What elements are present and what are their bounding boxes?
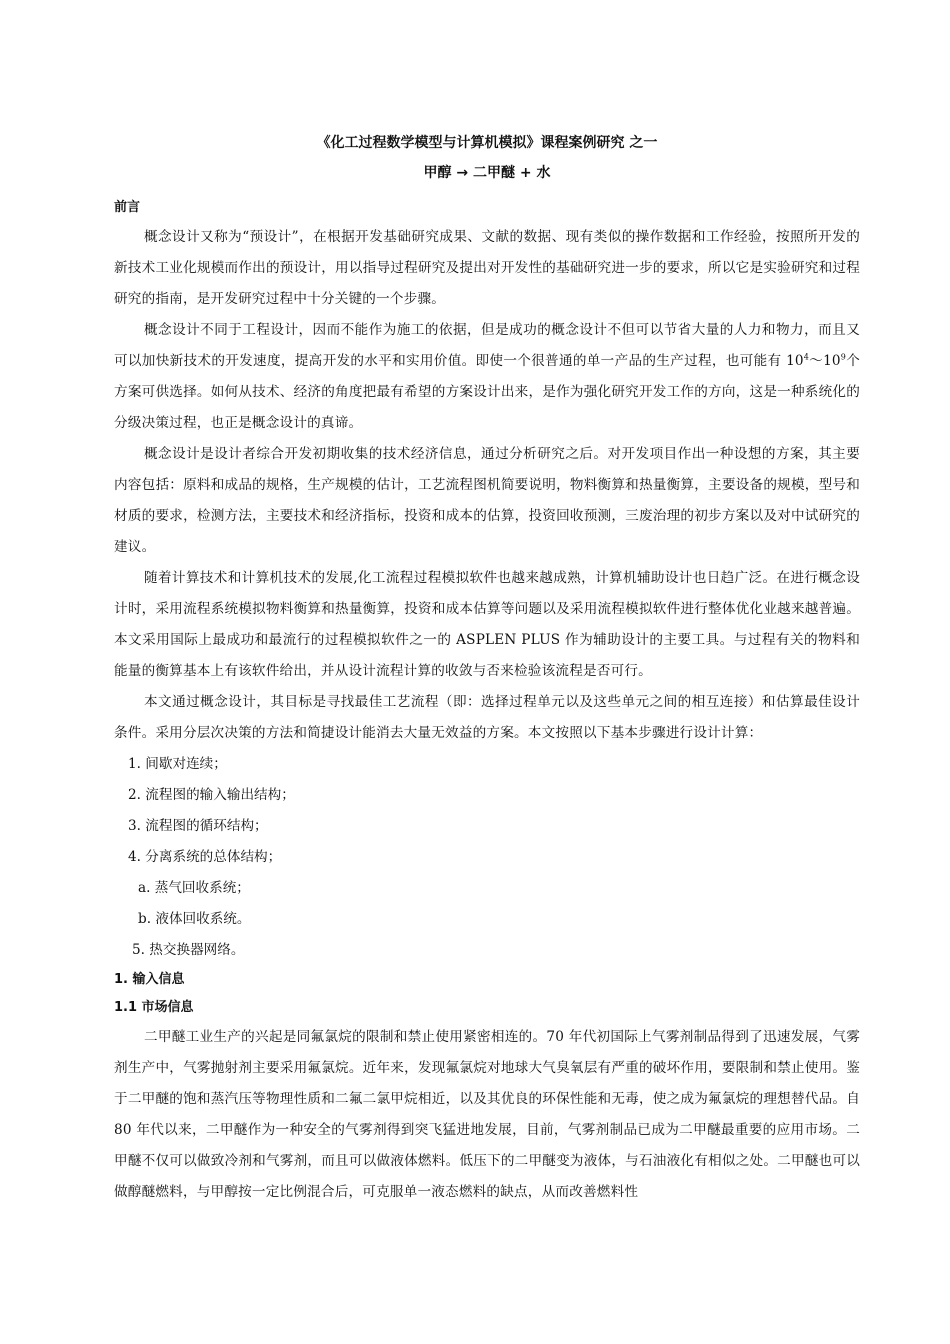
list-item: 5. 热交换器网络。	[132, 942, 245, 958]
reaction-subtitle: 甲醇 → 二甲醚 + 水	[423, 165, 551, 181]
paragraph-2-part-b: ～10	[809, 353, 841, 369]
superscript-exponent-4: 4	[803, 352, 810, 362]
list-item: a. 蒸气回收系统；	[138, 880, 250, 896]
list-item: 4. 分离系统的总体结构；	[128, 849, 282, 865]
list-item: b. 液体回收系统。	[138, 911, 251, 927]
paragraph-2	[114, 315, 860, 439]
section-1-1-heading: 1.1 市场信息	[114, 1000, 194, 1015]
paragraph-2-part-c: 个方案可供选择。如何从技术、经济的角度把最有希望的方案设计出来，是作为强化研究开发工作的方向，这是一种系统化的分级决策过程，也正是概念设计的真谛。	[114, 353, 860, 431]
list-item: 2. 流程图的输入输出结构；	[128, 787, 295, 803]
section-1-heading: 1. 输入信息	[114, 972, 185, 987]
paragraph-5: 本文通过概念设计，其目标是寻找最佳工艺流程（即：选择过程单元以及这些单元之间的相互连接）和估算最佳设计条件。采用分层次决策的方法和简捷设计能消去大量无效益的方案。本文按照以下基本步骤进行设计计算：	[114, 694, 860, 741]
paragraph-6: 二甲醚工业生产的兴起是同氟氯烷的限制和禁止使用紧密相连的。70 年代初国际上气雾剂制品得到了迅速发展，气雾剂生产中，气雾抛射剂主要采用氟氯烷。近年来，发现氟氯烷对地球大气臭氧层有严重的破坏作用，要限制和禁止使用。鉴于二甲醚的饱和蒸汽压等物理性质和二氟二氯甲烷相近，以及其优良的环保性能和无毒，使之成为氟氯烷的理想替代品。自 80 年代以来，二甲醚作为一种安全的气雾剂得到突飞猛进地发展，目前，气雾剂制品已成为二甲醚最重要的应用市场。二甲醚不仅可以做致冷剂和气雾剂，而且可以做液体燃料。低压下的二甲醚变为液体，与石油液化有相似之处。二甲醚也可以做醇醚燃料，与甲醇按一定比例混合后，可克服单一液态燃料的缺点，从而改善燃料性	[114, 1029, 860, 1200]
superscript-exponent-9: 9	[840, 352, 847, 362]
paragraph-3: 概念设计是设计者综合开发初期收集的技术经济信息，通过分析研究之后。对开发项目作出一种设想的方案，其主要内容包括：原料和成品的规格，生产规模的估计，工艺流程图机简要说明，物料衡算和热量衡算，主要设备的规模，型号和材质的要求，检测方法，主要技术和经济指标，投资和成本的估算，投资回收预测，三废治理的初步方案以及对中试研究的建议。	[114, 446, 860, 555]
list-item: 1. 间歇对连续；	[128, 756, 227, 772]
preface-heading: 前言	[114, 200, 141, 215]
document-title: 《化工过程数学模型与计算机模拟》课程案例研究 之一	[316, 135, 658, 151]
document-body	[114, 130, 860, 1208]
design-steps-list	[114, 749, 860, 966]
paragraph-2-part-a: 概念设计不同于工程设计，因而不能作为施工的依据，但是成功的概念设计不但可以节省大量的人力和物力，而且又可以加快新技术的开发速度，提高开发的水平和实用价值。即使一个很普通的单一产品的生产过程，也可能有 10	[114, 322, 860, 369]
paragraph-4: 随着计算技术和计算机技术的发展,化工流程过程模拟软件也越来越成熟，计算机辅助设计也日趋广泛。在进行概念设计时，采用流程系统模拟物料衡算和热量衡算，投资和成本估算等问题以及采用流程模拟软件进行整体优化业越来越普遍。本文采用国际上最成功和最流行的过程模拟软件之一的 ASPLEN PLUS 作为辅助设计的主要工具。与过程有关的物料和能量的衡算基本上有该软件给出，并从设计流程计算的收敛与否来检验该流程是否可行。	[114, 570, 860, 679]
list-item: 3. 流程图的循环结构；	[128, 818, 268, 834]
paragraph-1: 概念设计又称为“预设计”，在根据开发基础研究成果、文献的数据、现有类似的操作数据和工作经验，按照所开发的新技术工业化规模而作出的预设计，用以指导过程研究及提出对开发性的基础研究进一步的要求，所以它是实验研究和过程研究的指南，是开发研究过程中十分关键的一个步骤。	[114, 229, 860, 307]
